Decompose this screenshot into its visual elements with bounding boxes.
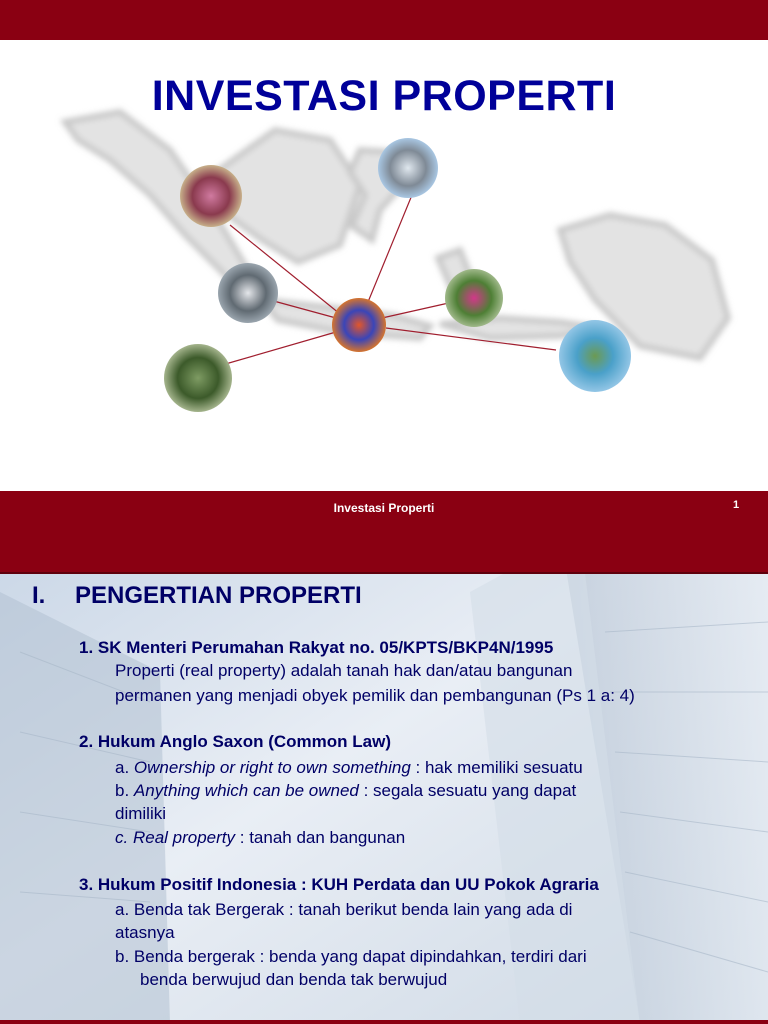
forest-photo [164, 344, 232, 412]
subheading-3: 3. Hukum Positif Indonesia : KUH Perdata dan UU Pokok Agraria [79, 875, 599, 894]
indonesia-map-illustration [0, 90, 768, 420]
coral-photo [332, 298, 386, 352]
footer-title: Investasi Properti [333, 501, 435, 515]
item-marker: c. [115, 828, 129, 847]
orchid-photo [445, 269, 503, 327]
item-desc: : hak memiliki sesuatu [410, 758, 583, 777]
item-term: Real property [132, 828, 236, 847]
coastline-photo [559, 320, 631, 392]
section-number: I. [32, 582, 46, 609]
item-marker: b. [115, 781, 130, 800]
ship-photo [218, 263, 278, 323]
list-item-continuation: dimiliki [115, 804, 166, 823]
list-item: a. Benda tak Bergerak : tanah berikut benda lain yang ada di [115, 900, 573, 919]
list-item: b. Benda bergerak : benda yang dapat dipindahkan, terdiri dari [115, 947, 587, 966]
definition-line-1: Properti (real property) adalah tanah hak dan/atau bangunan [115, 661, 573, 680]
list-item [115, 781, 576, 801]
slide-title: INVESTASI PROPERTI [151, 72, 617, 120]
list-item-continuation: benda berwujud dan benda tak berwujud [140, 970, 448, 989]
item-term: Anything which can be owned [133, 781, 359, 800]
list-item-continuation: atasnya [115, 923, 175, 942]
list-item [115, 828, 405, 848]
industrial-plant-photo [378, 138, 438, 198]
page-number: 1 [733, 499, 740, 511]
subheading-1: 1. SK Menteri Perumahan Rakyat no. 05/KPTS/BKP4N/1995 [79, 638, 554, 657]
item-desc: : segala sesuatu yang dapat [358, 781, 577, 800]
item-marker: a. [115, 758, 130, 777]
definition-line-2: permanen yang menjadi obyek pemilik dan pembangunan (Ps 1 a: 4) [115, 686, 635, 705]
flowers-photo [180, 165, 242, 227]
item-term: Ownership or right to own something [133, 758, 411, 777]
item-desc: : tanah dan bangunan [235, 828, 406, 847]
top-band [0, 0, 768, 40]
list-item [115, 758, 583, 778]
subheading-2: 2. Hukum Anglo Saxon (Common Law) [79, 732, 391, 751]
section-title: PENGERTIAN PROPERTI [75, 582, 362, 609]
